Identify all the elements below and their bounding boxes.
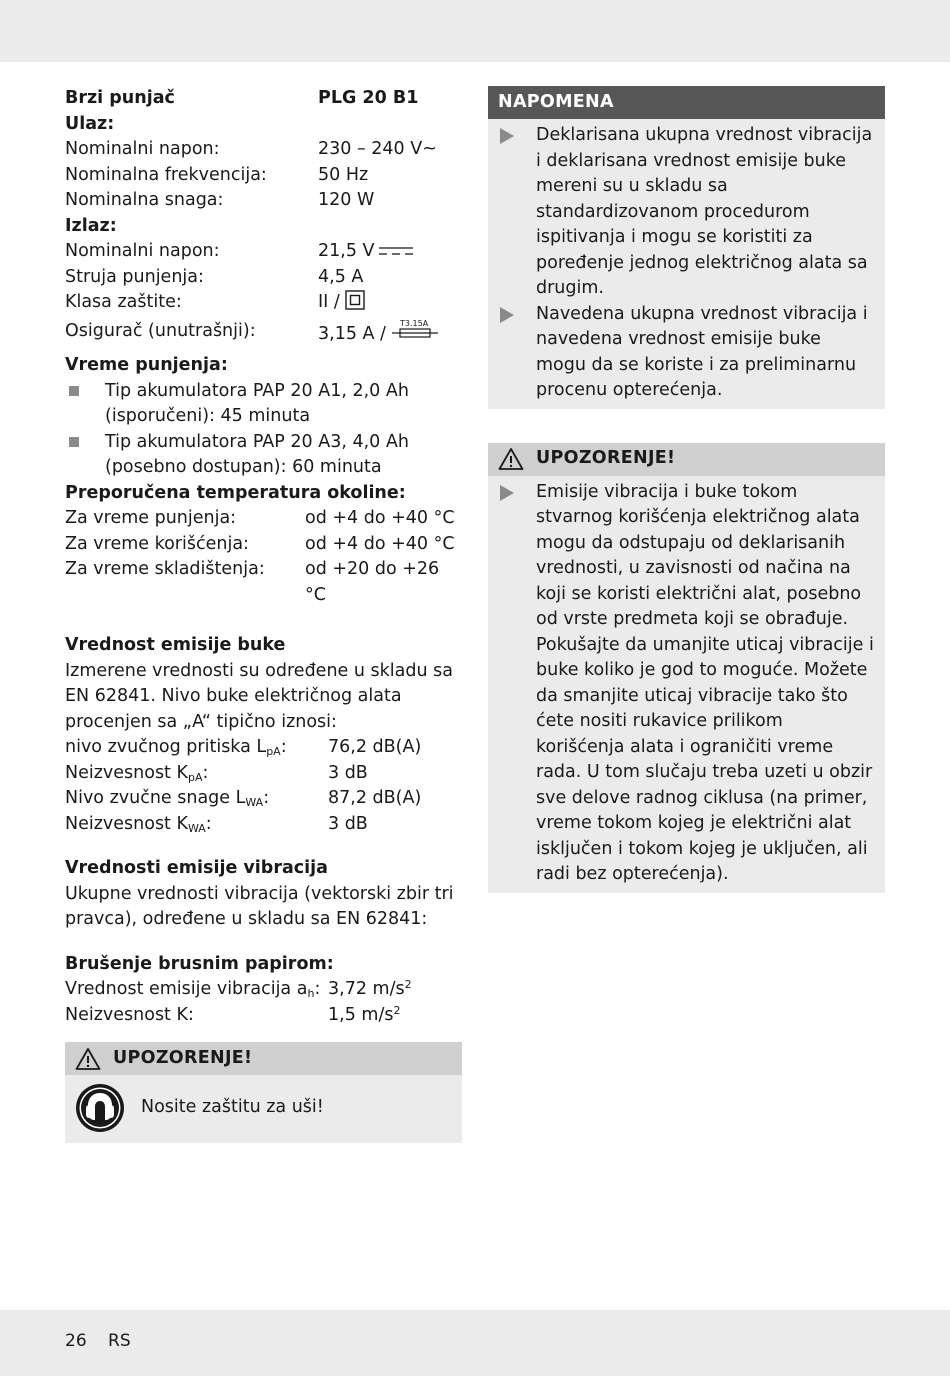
noise-row xyxy=(65,812,462,838)
spec-key: Nominalna snaga: xyxy=(65,190,224,210)
sanding-heading: Brušenje brusnim papirom: xyxy=(65,953,334,974)
bullet-square-icon xyxy=(65,430,105,481)
sanding-value xyxy=(328,1003,400,1029)
warning-title: UPOZORENJE! xyxy=(536,448,676,469)
noise-key-sub: WA xyxy=(245,796,264,809)
sanding-key-text: Neizvesnost K: xyxy=(65,1004,194,1025)
noise-key xyxy=(65,812,328,838)
page-footer xyxy=(65,1329,147,1355)
spec-key: Struja punjenja: xyxy=(65,266,204,287)
sanding-key xyxy=(65,1003,328,1029)
fuse-icon xyxy=(392,319,438,341)
list-item xyxy=(65,379,462,430)
warning-box-body xyxy=(65,1075,462,1143)
note-item xyxy=(498,302,875,404)
noise-key-text: Neizvesnost K xyxy=(65,813,188,834)
note-box xyxy=(488,86,885,409)
noise-key-text: Neizvesnost K xyxy=(65,762,188,783)
left-column xyxy=(65,86,462,1143)
noise-value: 3 dB xyxy=(328,813,368,834)
warning-box-vibration xyxy=(488,443,885,893)
temp-key: Za vreme korišćenja: xyxy=(65,533,249,554)
temp-key: Za vreme punjenja: xyxy=(65,508,237,528)
spec-row xyxy=(65,163,462,189)
warning-triangle-icon xyxy=(498,447,524,471)
top-band xyxy=(0,0,950,62)
list-item-text: Tip akumulatora PAP 20 A1, 2,0 Ah (isporučeni): 45 minuta xyxy=(105,380,409,426)
noise-row xyxy=(65,786,462,812)
noise-value: 76,2 dB(A) xyxy=(328,737,422,757)
right-column xyxy=(488,86,885,893)
temperature-heading: Preporučena temperatura okoline: xyxy=(65,482,406,503)
spec-key: Nominalni napon: xyxy=(65,241,220,261)
noise-key xyxy=(65,735,328,761)
noise-value: 87,2 dB(A) xyxy=(328,788,422,808)
noise-heading: Vrednost emisije buke xyxy=(65,635,286,655)
spec-row xyxy=(65,188,462,214)
vibration-heading: Vrednosti emisije vibracija xyxy=(65,858,328,878)
spec-value: 230 – 240 V~ xyxy=(318,139,437,159)
protection-class-ii-icon xyxy=(345,290,365,310)
output-heading: Izlaz: xyxy=(65,215,117,236)
page-number: 26 xyxy=(65,1331,87,1351)
noise-key-text: Nivo zvučne snage L xyxy=(65,788,246,808)
triangle-bullet-icon xyxy=(498,302,536,404)
noise-key-sub: pA xyxy=(266,745,281,758)
warning-title: UPOZORENJE! xyxy=(113,1047,253,1068)
warning-text: Nosite zaštitu za uši! xyxy=(141,1097,324,1118)
warning-paragraph: Pokušajte da umanjite uticaj vibracije i buke koliko je god to moguće. Možete da smanjite uticaj vibracije tako što ćete nositi rukavice prilikom korišćenja alata i ograničiti vreme rada. U tom slučaju treba uzeti u obzir sve delove radnog ciklusa (na primer, vreme tokom kojeg je električni alat isključen i tokom kojeg je uključen, ali radi bez opterećenja). xyxy=(536,634,874,884)
language-code: RS xyxy=(108,1331,131,1351)
spec-row xyxy=(65,137,462,163)
sanding-key-text: Vrednost emisije vibracija a xyxy=(65,979,308,999)
noise-row xyxy=(65,761,462,787)
note-title: NAPOMENA xyxy=(498,91,614,112)
input-heading: Ulaz: xyxy=(65,113,115,134)
dc-current-icon xyxy=(379,245,413,257)
spec-key: Osigurač (unutrašnji): xyxy=(65,320,256,341)
spec-value-text: 21,5 V xyxy=(318,241,375,261)
spec-value xyxy=(318,239,413,265)
spec-row xyxy=(65,265,462,291)
warning-item xyxy=(498,480,875,633)
spec-row xyxy=(65,290,462,316)
noise-key-sub: pA xyxy=(187,770,203,784)
spec-title-value: PLG 20 B1 xyxy=(318,88,419,108)
spec-value: 120 W xyxy=(318,190,375,210)
spec-title-label: Brzi punjač xyxy=(65,88,175,108)
spec-key: Nominalna frekvencija: xyxy=(65,164,267,185)
temp-row xyxy=(65,506,462,532)
triangle-bullet-icon xyxy=(498,123,536,302)
spec-key: Nominalni napon: xyxy=(65,139,220,159)
temp-value: od +4 do +40 °C xyxy=(305,508,455,528)
noise-key xyxy=(65,786,328,812)
sanding-value-sup: 2 xyxy=(393,1003,401,1017)
temp-key: Za vreme skladištenja: xyxy=(65,559,265,579)
list-item xyxy=(65,430,462,481)
sanding-value xyxy=(328,977,412,1003)
noise-row xyxy=(65,735,462,761)
note-box-body xyxy=(488,119,885,409)
noise-key-colon: : xyxy=(205,813,212,834)
sanding-value-sup: 2 xyxy=(404,978,412,991)
spec-row xyxy=(65,239,462,265)
spec-value-text: 3,15 A / xyxy=(318,323,386,344)
spec-value-text: II / xyxy=(318,292,340,312)
sanding-row xyxy=(65,1003,462,1029)
sanding-key-colon: : xyxy=(314,979,321,999)
spec-row xyxy=(65,319,462,348)
noise-value: 3 dB xyxy=(328,762,368,783)
spec-value xyxy=(318,319,438,348)
temp-value: od +4 do +40 °C xyxy=(305,533,455,554)
list-item-text: Tip akumulatora PAP 20 A3, 4,0 Ah (posebno dostupan): 60 minuta xyxy=(105,431,409,477)
temp-row xyxy=(65,532,462,558)
warning-box-body xyxy=(488,476,885,893)
sanding-row xyxy=(65,977,462,1003)
noise-key-text: nivo zvučnog pritiska L xyxy=(65,737,267,757)
warning-item-text: Emisije vibracija i buke tokom stvarnog korišćenja električnog alata mogu da odstupaju od deklarisanih vrednosti, u zavisnosti od načina na koji se koristi električni alat, posebno od vrste predmeta koji se obrađuje. xyxy=(536,481,862,629)
noise-key xyxy=(65,761,328,787)
note-box-header xyxy=(488,86,885,119)
warning-box-hearing xyxy=(65,1042,462,1143)
noise-key-sub: WA xyxy=(187,821,206,835)
sanding-key-sub: h xyxy=(307,987,315,1000)
temp-value: od +20 do +26 °C xyxy=(305,559,440,605)
bullet-square-icon xyxy=(65,379,105,430)
ear-protection-icon xyxy=(75,1083,125,1133)
noise-key-colon: : xyxy=(202,762,209,783)
triangle-bullet-icon xyxy=(498,480,536,633)
note-item xyxy=(498,123,875,302)
sanding-value-text: 1,5 m/s xyxy=(328,1004,394,1025)
spec-value: 4,5 A xyxy=(318,266,364,287)
fuse-label: T3.15A xyxy=(399,318,428,328)
noise-key-colon: : xyxy=(280,737,287,757)
warning-box-header xyxy=(488,443,885,476)
spec-value xyxy=(318,290,365,316)
sanding-key xyxy=(65,977,328,1003)
noise-key-colon: : xyxy=(263,788,270,808)
spec-key: Klasa zaštite: xyxy=(65,292,182,312)
note-item-text: Deklarisana ukupna vrednost vibracija i deklarisana vrednost emisije buke mereni su u skladu sa standardizovanom procedurom ispitivanja i mogu se koristiti za poređenje jednog električnog alata sa drugim. xyxy=(536,125,873,298)
vibration-text: Ukupne vrednosti vibracija (vektorski zbir tri pravca), određene u skladu sa EN 62841: xyxy=(65,883,454,929)
temp-row xyxy=(65,557,462,608)
noise-text: Izmerene vrednosti su određene u skladu sa EN 62841. Nivo buke električnog alata procenjen sa „A“ tipično iznosi: xyxy=(65,660,453,732)
sanding-value-text: 3,72 m/s xyxy=(328,979,405,999)
charge-time-heading: Vreme punjenja: xyxy=(65,355,228,375)
spec-title-row xyxy=(65,86,462,112)
spec-value: 50 Hz xyxy=(318,164,369,185)
warning-triangle-icon xyxy=(75,1047,101,1071)
note-item-text: Navedena ukupna vrednost vibracija i navedena vrednost emisije buke mogu da se koriste i za preliminarnu procenu opterećenja. xyxy=(536,303,868,400)
warning-box-header xyxy=(65,1042,462,1075)
